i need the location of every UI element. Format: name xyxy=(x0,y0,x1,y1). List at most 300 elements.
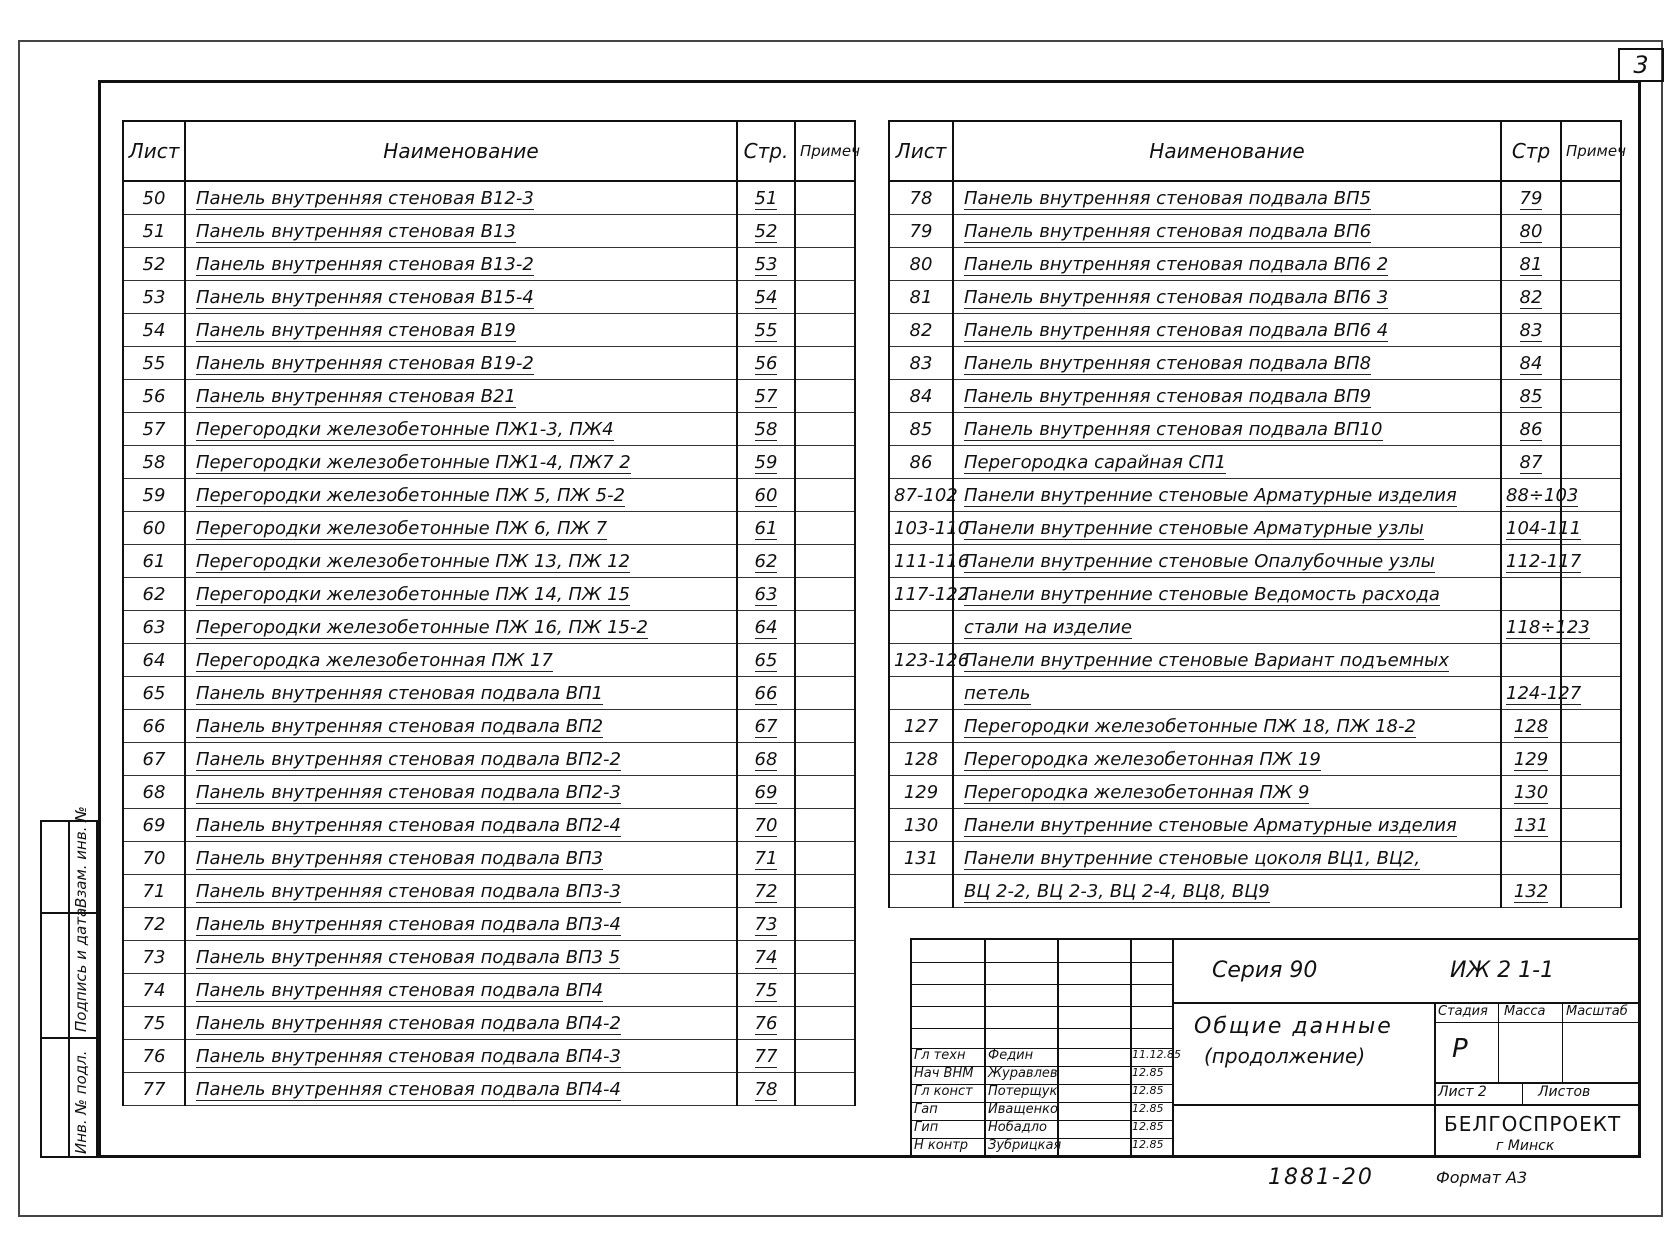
table-row xyxy=(889,677,1621,710)
row-name xyxy=(185,281,737,314)
row-sheet-number: 127 xyxy=(889,710,953,743)
row-name-text: Перегородки железобетонные ПЖ 5, ПЖ 5-2 xyxy=(196,484,626,506)
row-note xyxy=(795,479,855,512)
row-name-text: Панели внутренние стеновые Арматурные изделия xyxy=(964,814,1457,836)
row-note xyxy=(1561,776,1621,809)
row-page xyxy=(737,413,795,446)
row-note xyxy=(795,1073,855,1106)
row-note xyxy=(1561,578,1621,611)
row-name-text: Панели внутренние стеновые цоколя ВЦ1, ВЦ2, xyxy=(964,847,1421,869)
row-page xyxy=(737,710,795,743)
row-name xyxy=(185,545,737,578)
row-page-text: 57 xyxy=(754,385,778,407)
row-name xyxy=(185,446,737,479)
row-sheet-number: 69 xyxy=(123,809,185,842)
row-name-text: Перегородки железобетонные ПЖ 18, ПЖ 18-2 xyxy=(964,715,1416,737)
sig-date: 12.85 xyxy=(1132,1138,1164,1151)
row-page xyxy=(737,1040,795,1073)
row-page-text: 84 xyxy=(1519,352,1543,374)
row-note xyxy=(795,1040,855,1073)
row-name xyxy=(953,809,1501,842)
row-page xyxy=(1501,644,1561,677)
row-note xyxy=(1561,215,1621,248)
row-name xyxy=(953,446,1501,479)
row-note xyxy=(795,974,855,1007)
sig-role: Гл техн xyxy=(914,1048,966,1063)
sig-role: Гип xyxy=(914,1120,939,1135)
row-name xyxy=(185,181,737,215)
row-name-text: Панель внутренняя стеновая подвала ВП4 xyxy=(196,979,604,1001)
row-page-text: 104-111 xyxy=(1506,517,1582,539)
row-name-text: Панели внутренние стеновые Вариант подъемных xyxy=(964,649,1449,671)
row-sheet-number: 72 xyxy=(123,908,185,941)
row-note xyxy=(795,941,855,974)
row-name-text: Панель внутренняя стеновая подвала ВП2-2 xyxy=(196,748,622,770)
row-page xyxy=(737,611,795,644)
table-row xyxy=(889,314,1621,347)
table-row xyxy=(889,842,1621,875)
sig-role: Гап xyxy=(914,1102,938,1117)
row-page-text: 62 xyxy=(754,550,778,572)
header-note: Примеч xyxy=(1561,121,1621,181)
row-sheet-number: 129 xyxy=(889,776,953,809)
row-page-text: 58 xyxy=(754,418,778,440)
row-name xyxy=(185,941,737,974)
row-name xyxy=(185,974,737,1007)
row-name xyxy=(185,1040,737,1073)
row-name xyxy=(185,380,737,413)
row-name-text: Панель внутренняя стеновая В19 xyxy=(196,319,516,341)
table-row xyxy=(123,710,855,743)
row-name xyxy=(185,776,737,809)
table-row xyxy=(123,347,855,380)
row-page-text: 81 xyxy=(1519,253,1543,275)
row-name xyxy=(953,710,1501,743)
row-name-text: Панель внутренняя стеновая подвала ВП2-3 xyxy=(196,781,622,803)
row-page-text: 118÷123 xyxy=(1506,616,1590,638)
row-sheet-number: 59 xyxy=(123,479,185,512)
table-row xyxy=(123,842,855,875)
row-page xyxy=(737,380,795,413)
row-page-text: 76 xyxy=(754,1012,778,1034)
row-page xyxy=(737,181,795,215)
row-name-text: Панель внутренняя стеновая В21 xyxy=(196,385,516,407)
row-page-text: 85 xyxy=(1519,385,1543,407)
row-page xyxy=(737,908,795,941)
row-page xyxy=(737,842,795,875)
table-row xyxy=(123,1007,855,1040)
table-row xyxy=(889,413,1621,446)
row-name-text: Панель внутренняя стеновая В13 xyxy=(196,220,516,242)
row-name-text: Перегородки железобетонные ПЖ1-4, ПЖ7 2 xyxy=(196,451,631,473)
mass-header: Масса xyxy=(1504,1004,1546,1019)
row-sheet-number: 128 xyxy=(889,743,953,776)
row-sheet-number: 73 xyxy=(123,941,185,974)
row-page xyxy=(737,281,795,314)
row-name-text: Перегородки железобетонные ПЖ 16, ПЖ 15-2 xyxy=(196,616,648,638)
row-page-text: 112-117 xyxy=(1506,550,1582,572)
row-sheet-number xyxy=(889,611,953,644)
row-page-text: 88÷103 xyxy=(1506,484,1579,506)
row-name xyxy=(185,875,737,908)
row-page xyxy=(1501,743,1561,776)
row-note xyxy=(795,512,855,545)
row-sheet-number: 117-122 xyxy=(889,578,953,611)
row-page-text: 78 xyxy=(754,1078,778,1100)
right-contents-table xyxy=(888,120,1626,908)
row-page-text: 70 xyxy=(754,814,778,836)
row-name xyxy=(185,677,737,710)
row-name-text: Панель внутренняя стеновая подвала ВП6 4 xyxy=(964,319,1389,341)
row-page-text: 69 xyxy=(754,781,778,803)
row-page-text: 128 xyxy=(1513,715,1549,737)
row-name-text: Перегородки железобетонные ПЖ 6, ПЖ 7 xyxy=(196,517,608,539)
row-name-text: Панель внутренняя стеновая В13-2 xyxy=(196,253,534,275)
row-sheet-number: 83 xyxy=(889,347,953,380)
sig-name: Иващенко xyxy=(988,1102,1058,1117)
row-note xyxy=(795,611,855,644)
row-page-text: 59 xyxy=(754,451,778,473)
table-row xyxy=(123,215,855,248)
sig-role: Гл конст xyxy=(914,1084,973,1099)
row-name-text: Перегородка железобетонная ПЖ 17 xyxy=(196,649,553,671)
sheet-label: Лист 2 xyxy=(1438,1084,1487,1100)
header-name: Наименование xyxy=(953,121,1501,181)
row-page-text: 63 xyxy=(754,583,778,605)
row-name xyxy=(185,1007,737,1040)
row-note xyxy=(795,1007,855,1040)
doc-code: ИЖ 2 1-1 xyxy=(1450,958,1555,983)
sig-date: 12.85 xyxy=(1132,1120,1164,1133)
sig-name: Потерщук xyxy=(988,1084,1058,1099)
row-name-text: Панель внутренняя стеновая подвала ВП3 5 xyxy=(196,946,621,968)
row-sheet-number: 63 xyxy=(123,611,185,644)
row-name xyxy=(185,248,737,281)
row-note xyxy=(795,413,855,446)
row-sheet-number: 85 xyxy=(889,413,953,446)
row-page xyxy=(737,941,795,974)
row-page xyxy=(1501,413,1561,446)
row-page xyxy=(737,776,795,809)
row-sheet-number: 103-110 xyxy=(889,512,953,545)
table-row xyxy=(123,908,855,941)
row-note xyxy=(795,347,855,380)
row-sheet-number: 75 xyxy=(123,1007,185,1040)
row-note xyxy=(795,710,855,743)
table-row xyxy=(123,578,855,611)
row-page xyxy=(737,809,795,842)
header-name: Наименование xyxy=(185,121,737,181)
row-name xyxy=(953,677,1501,710)
row-name xyxy=(185,743,737,776)
table-row xyxy=(889,446,1621,479)
row-name xyxy=(953,380,1501,413)
row-page-text: 56 xyxy=(754,352,778,374)
sig-name: Журавлев xyxy=(988,1066,1058,1081)
row-page xyxy=(1501,875,1561,908)
table-row xyxy=(889,611,1621,644)
table-row xyxy=(889,809,1621,842)
row-name-text: Панели внутренние стеновые Арматурные изделия xyxy=(964,484,1457,506)
row-page xyxy=(737,215,795,248)
row-page xyxy=(737,314,795,347)
row-page xyxy=(1501,314,1561,347)
row-page-text: 66 xyxy=(754,682,778,704)
table-row xyxy=(123,248,855,281)
row-note xyxy=(1561,248,1621,281)
row-name xyxy=(185,1073,737,1106)
row-page xyxy=(1501,347,1561,380)
row-sheet-number xyxy=(889,677,953,710)
row-page xyxy=(737,875,795,908)
row-page-text: 61 xyxy=(754,517,778,539)
row-sheet-number: 74 xyxy=(123,974,185,1007)
series-text: Серия 90 xyxy=(1212,958,1318,983)
row-name xyxy=(185,347,737,380)
row-note xyxy=(795,380,855,413)
table-row xyxy=(123,677,855,710)
sig-name: Нобадло xyxy=(988,1120,1047,1135)
row-page-text: 60 xyxy=(754,484,778,506)
row-page xyxy=(737,1073,795,1106)
sig-date: 11.12.85 xyxy=(1132,1048,1181,1061)
row-sheet-number: 111-116 xyxy=(889,545,953,578)
row-sheet-number: 71 xyxy=(123,875,185,908)
table-row xyxy=(889,380,1621,413)
table-row xyxy=(123,413,855,446)
table-row xyxy=(123,479,855,512)
row-page-text: 71 xyxy=(754,847,778,869)
side-label-sign: Подпись и дата xyxy=(72,907,90,1032)
row-sheet-number: 66 xyxy=(123,710,185,743)
row-name xyxy=(185,578,737,611)
row-name-text: Панель внутренняя стеновая подвала ВП6 2 xyxy=(964,253,1389,275)
header-sheet: Лист xyxy=(889,121,953,181)
row-note xyxy=(1561,842,1621,875)
row-page xyxy=(737,512,795,545)
row-sheet-number: 79 xyxy=(889,215,953,248)
row-page xyxy=(737,677,795,710)
row-page xyxy=(1501,842,1561,875)
row-sheet-number: 50 xyxy=(123,181,185,215)
row-page-text: 72 xyxy=(754,880,778,902)
row-page-text: 80 xyxy=(1519,220,1543,242)
row-page-text: 77 xyxy=(754,1045,778,1067)
table-row xyxy=(889,875,1621,908)
title-line1: Общие данные xyxy=(1194,1014,1393,1039)
row-name xyxy=(953,611,1501,644)
row-name-text: Перегородка железобетонная ПЖ 9 xyxy=(964,781,1310,803)
table-row xyxy=(123,545,855,578)
row-sheet-number: 131 xyxy=(889,842,953,875)
row-note xyxy=(795,248,855,281)
row-name-text: Панель внутренняя стеновая подвала ВП5 xyxy=(964,187,1372,209)
table-row xyxy=(889,710,1621,743)
header-page: Стр. xyxy=(737,121,795,181)
row-note xyxy=(1561,281,1621,314)
row-page-text: 75 xyxy=(754,979,778,1001)
row-note xyxy=(795,743,855,776)
row-note xyxy=(1561,446,1621,479)
scale-header: Масштаб xyxy=(1566,1004,1628,1019)
row-note xyxy=(1561,347,1621,380)
row-name-text: Панели внутренние стеновые Ведомость расхода xyxy=(964,583,1440,605)
row-note xyxy=(795,215,855,248)
row-sheet-number: 61 xyxy=(123,545,185,578)
row-page xyxy=(737,545,795,578)
row-name-text: Перегородка сарайная СП1 xyxy=(964,451,1227,473)
sig-date: 12.85 xyxy=(1132,1084,1164,1097)
row-name xyxy=(953,743,1501,776)
row-sheet-number: 76 xyxy=(123,1040,185,1073)
row-name xyxy=(185,710,737,743)
table-row xyxy=(123,611,855,644)
row-note xyxy=(795,281,855,314)
row-note xyxy=(1561,314,1621,347)
side-label-inv: Инв. № подл. xyxy=(72,1050,90,1154)
row-name-text: Панель внутренняя стеновая подвала ВП6 xyxy=(964,220,1372,242)
row-name xyxy=(953,842,1501,875)
row-name-text: Перегородки железобетонные ПЖ 13, ПЖ 12 xyxy=(196,550,630,572)
row-name xyxy=(953,578,1501,611)
row-note xyxy=(1561,644,1621,677)
table-row xyxy=(123,743,855,776)
row-sheet-number: 57 xyxy=(123,413,185,446)
row-name-text: Панель внутренняя стеновая подвала ВП8 xyxy=(964,352,1372,374)
row-sheet-number: 53 xyxy=(123,281,185,314)
row-page xyxy=(1501,446,1561,479)
table-row xyxy=(123,644,855,677)
row-name-text: Панель внутренняя стеновая подвала ВП1 xyxy=(196,682,604,704)
row-sheet-number: 82 xyxy=(889,314,953,347)
table-row xyxy=(889,248,1621,281)
row-name xyxy=(185,809,737,842)
row-sheet-number: 68 xyxy=(123,776,185,809)
row-page xyxy=(1501,545,1582,578)
row-note xyxy=(795,314,855,347)
row-name xyxy=(953,281,1501,314)
row-page-text: 53 xyxy=(754,253,778,275)
table-row xyxy=(123,512,855,545)
row-name-text: Панель внутренняя стеновая подвала ВП3-3 xyxy=(196,880,622,902)
row-page xyxy=(1501,215,1561,248)
row-page xyxy=(1501,677,1582,710)
row-name-text: Панель внутренняя стеновая подвала ВП10 xyxy=(964,418,1383,440)
row-sheet-number: 55 xyxy=(123,347,185,380)
row-name xyxy=(953,413,1501,446)
table-row xyxy=(889,743,1621,776)
row-name-text: стали на изделие xyxy=(964,616,1132,638)
row-sheet-number: 67 xyxy=(123,743,185,776)
row-page-text: 82 xyxy=(1519,286,1543,308)
header-page: Стр xyxy=(1501,121,1561,181)
row-name xyxy=(953,479,1501,512)
row-note xyxy=(795,842,855,875)
row-name xyxy=(185,512,737,545)
row-note xyxy=(795,677,855,710)
row-page-text: 129 xyxy=(1513,748,1549,770)
row-note xyxy=(1561,809,1621,842)
row-note xyxy=(795,545,855,578)
row-page-text: 64 xyxy=(754,616,778,638)
row-page xyxy=(737,1007,795,1040)
row-name xyxy=(185,611,737,644)
row-name-text: Панели внутренние стеновые Опалубочные узлы xyxy=(964,550,1435,572)
row-page-text: 87 xyxy=(1519,451,1543,473)
sheet-number: 3 xyxy=(1618,48,1664,82)
row-sheet-number: 64 xyxy=(123,644,185,677)
row-sheet-number: 84 xyxy=(889,380,953,413)
table-row xyxy=(123,776,855,809)
row-page xyxy=(1501,181,1561,215)
row-sheet-number: 78 xyxy=(889,181,953,215)
row-page-text: 54 xyxy=(754,286,778,308)
row-note xyxy=(795,875,855,908)
row-name-text: Панель внутренняя стеновая подвала ВП6 3 xyxy=(964,286,1389,308)
row-name-text: Панель внутренняя стеновая В12-3 xyxy=(196,187,534,209)
sig-role: Н контр xyxy=(914,1138,969,1153)
row-name-text: Перегородки железобетонные ПЖ1-3, ПЖ4 xyxy=(196,418,614,440)
row-page xyxy=(1501,248,1561,281)
table-row xyxy=(123,380,855,413)
table-row xyxy=(889,776,1621,809)
table-row xyxy=(123,1073,855,1106)
row-sheet-number: 60 xyxy=(123,512,185,545)
row-page xyxy=(737,974,795,1007)
row-name xyxy=(185,644,737,677)
row-note xyxy=(795,181,855,215)
row-name-text: Панель внутренняя стеновая подвала ВП3-4 xyxy=(196,913,622,935)
header-note: Примеч xyxy=(795,121,855,181)
sig-name: Зубрицкая xyxy=(988,1138,1062,1153)
row-name xyxy=(185,479,737,512)
stage-header: Стадия xyxy=(1438,1004,1488,1019)
row-note xyxy=(795,908,855,941)
table-row xyxy=(123,875,855,908)
row-name xyxy=(185,314,737,347)
row-sheet-number: 81 xyxy=(889,281,953,314)
row-page-text: 132 xyxy=(1513,880,1549,902)
row-name-text: Панель внутренняя стеновая подвала ВП2 xyxy=(196,715,604,737)
row-name-text: Перегородка железобетонная ПЖ 19 xyxy=(964,748,1321,770)
row-sheet-number: 130 xyxy=(889,809,953,842)
row-name-text: Панель внутренняя стеновая подвала ВП4-4 xyxy=(196,1078,622,1100)
row-page-text: 83 xyxy=(1519,319,1543,341)
row-page-text: 124-127 xyxy=(1506,682,1582,704)
row-page xyxy=(1501,380,1561,413)
row-page-text: 65 xyxy=(754,649,778,671)
row-name xyxy=(953,181,1501,215)
row-note xyxy=(1561,181,1621,215)
row-name-text: ВЦ 2-2, ВЦ 2-3, ВЦ 2-4, ВЦ8, ВЦ9 xyxy=(964,880,1270,902)
row-name-text: петель xyxy=(964,682,1031,704)
sig-name: Федин xyxy=(988,1048,1034,1063)
row-sheet-number: 123-126 xyxy=(889,644,953,677)
row-note xyxy=(1561,743,1621,776)
row-page xyxy=(737,743,795,776)
row-page xyxy=(737,446,795,479)
table-row xyxy=(889,578,1621,611)
table-row xyxy=(123,446,855,479)
row-page-text: 73 xyxy=(754,913,778,935)
row-page-text: 131 xyxy=(1513,814,1549,836)
table-row xyxy=(889,181,1621,215)
row-name-text: Панель внутренняя стеновая В15-4 xyxy=(196,286,534,308)
row-note xyxy=(795,776,855,809)
table-row xyxy=(123,181,855,215)
table-row xyxy=(123,281,855,314)
row-name-text: Панель внутренняя стеновая В19-2 xyxy=(196,352,534,374)
